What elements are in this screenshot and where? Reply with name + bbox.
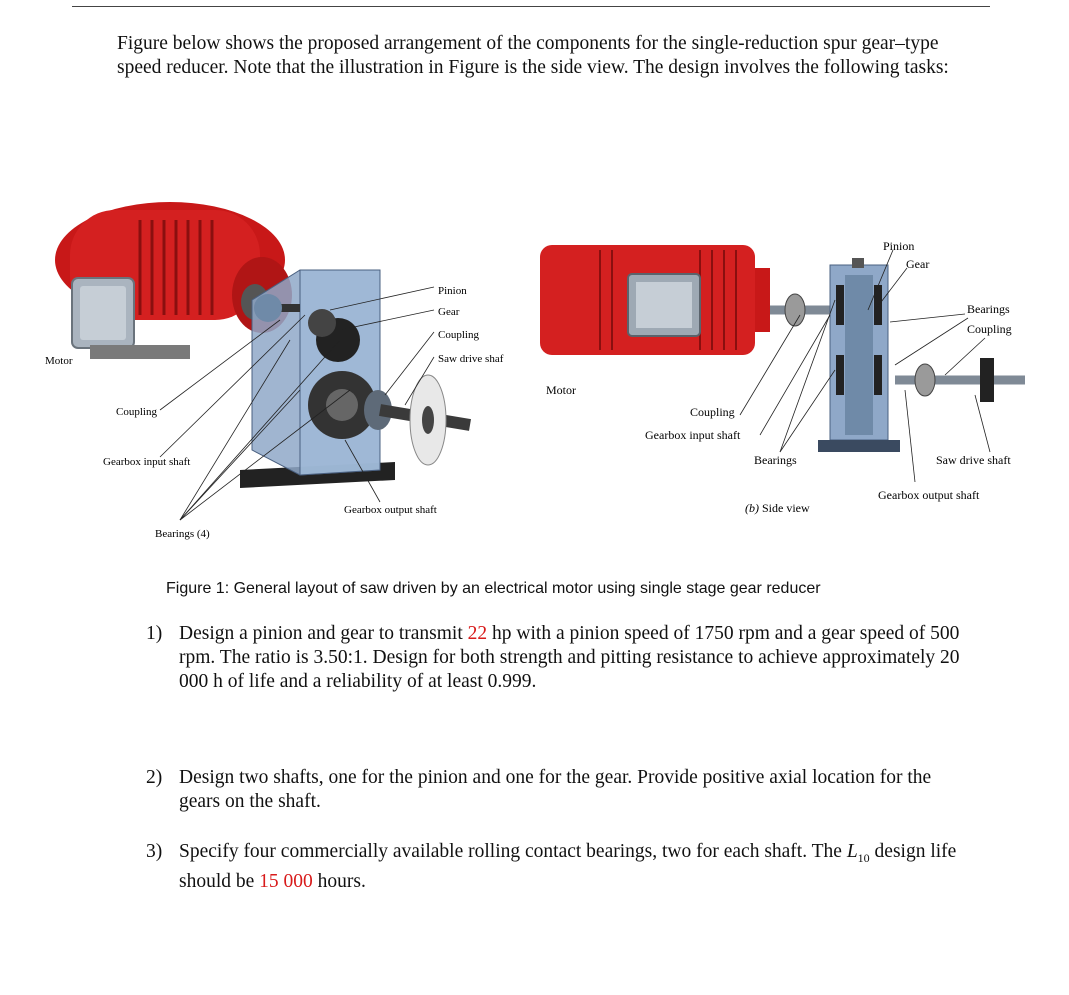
task-number: 2) <box>146 767 163 788</box>
task-text-part: design life should be <box>179 841 957 892</box>
right-label-bearings-top: Bearings <box>967 302 1010 316</box>
right-label-coupling: Coupling <box>690 405 735 419</box>
task-text-part: Specify four commercially available rolling contact bearings, two for each shaft. The <box>179 841 847 862</box>
task-item-1 <box>146 622 966 694</box>
figure-illustration <box>0 190 1069 550</box>
design-life-value: 15 000 <box>259 870 313 892</box>
top-rule <box>72 6 990 7</box>
task-number: 3) <box>146 841 163 862</box>
left-perspective-view <box>45 202 504 540</box>
left-label-coupling-right: Coupling <box>438 329 479 341</box>
task-text <box>179 622 966 694</box>
left-label-pinion: Pinion <box>438 285 467 297</box>
left-label-motor: Motor <box>45 355 73 367</box>
right-label-coupling-top: Coupling <box>967 322 1012 336</box>
task-text-part: hp with a pinion speed of 1750 rpm and a gear speed of 500 rpm. The ratio is 3.50:1. Design for both strength and pitting resistance to achieve approximately 20 000 h of life and a reliability of at least 0.999. <box>179 623 960 692</box>
task-number: 1) <box>146 623 163 644</box>
l10-subscript: 10 <box>857 850 870 865</box>
right-motor-illustration <box>540 245 770 355</box>
left-label-gear: Gear <box>438 306 460 318</box>
right-gearbox-illustration <box>818 258 900 452</box>
left-label-saw-drive-shaft: Saw drive shaf <box>438 353 504 365</box>
right-label-gearbox-input-shaft: Gearbox input shaft <box>645 428 741 442</box>
left-gearbox-illustration <box>240 270 470 488</box>
left-label-gearbox-output-shaft: Gearbox output shaft <box>344 504 437 516</box>
right-side-view <box>540 239 1025 515</box>
task-item-2 <box>146 766 966 814</box>
task-item-3 <box>146 840 966 894</box>
right-label-gearbox-output-shaft: Gearbox output shaft <box>878 488 980 502</box>
left-label-coupling: Coupling <box>116 406 157 418</box>
l10-symbol: L <box>846 841 858 862</box>
left-label-gearbox-input-shaft: Gearbox input shaft <box>103 456 191 468</box>
intro-paragraph: Figure below shows the proposed arrangement of the components for the single-reduction spur gear–type speed reducer. Note that the illustration in Figure is the side view. The design involves the following tasks: <box>117 33 949 78</box>
right-label-motor: Motor <box>546 383 576 397</box>
side-view-text: Side view <box>759 501 810 515</box>
right-label-pinion: Pinion <box>883 239 915 253</box>
side-view-letter: (b) <box>745 501 759 515</box>
figure-1 <box>0 190 1069 550</box>
right-label-side-view <box>745 501 810 515</box>
figure-caption: Figure 1: General layout of saw driven by an electrical motor using single stage gear reducer <box>166 580 821 597</box>
right-label-bearings-bottom: Bearings <box>754 453 797 467</box>
task-text-part: hours. <box>312 870 366 892</box>
right-label-gear: Gear <box>906 257 930 271</box>
left-label-bearings: Bearings (4) <box>155 528 210 540</box>
task-text-part: Design a pinion and gear to transmit <box>179 623 468 644</box>
right-label-saw-drive-shaft: Saw drive shaft <box>936 453 1011 467</box>
power-value: 22 <box>467 623 488 644</box>
task-text <box>179 840 966 894</box>
task-text: Design two shafts, one for the pinion and one for the gear. Provide positive axial location for the gears on the shaft. <box>179 767 932 812</box>
